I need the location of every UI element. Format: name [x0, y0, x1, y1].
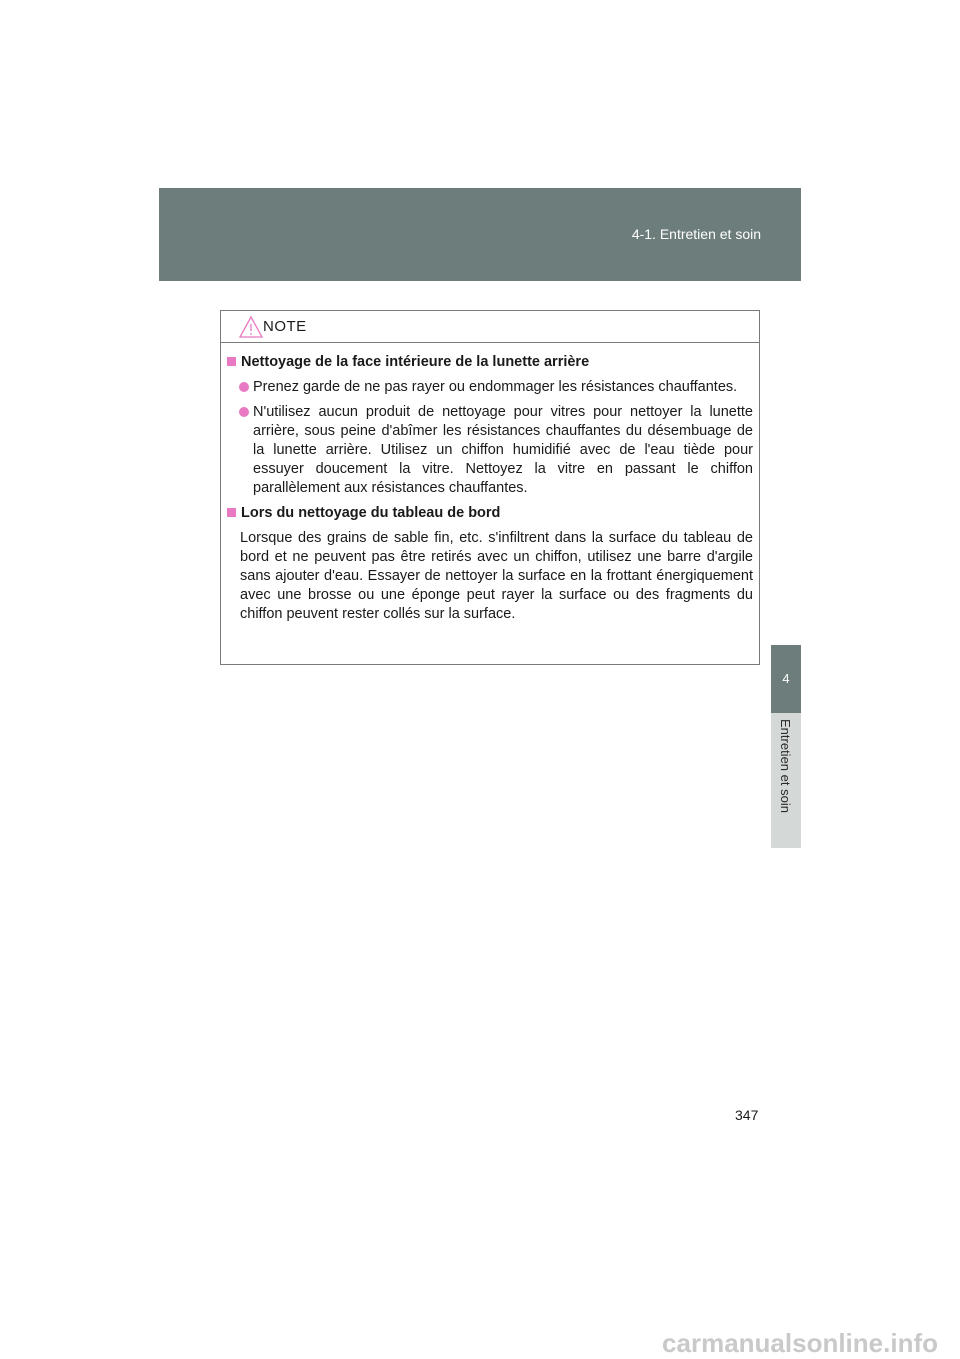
- watermark-text: carmanualsonline.info: [662, 1328, 938, 1358]
- list-item-text: N'utilisez aucun produit de nettoyage pour vitres pour nettoyer la lunette arrière, sous peine d'abîmer les résistances chauffantes du désembuage de la lunette arrière. Utilisez un chiffon humidifié avec de l'eau tiède pour essuyer doucement la vitre. Nettoyez la vitre en passant le chiffon parallèlement aux résistances chauffantes.: [253, 404, 753, 496]
- chapter-label: Entretien et soin: [778, 719, 793, 813]
- watermark-band: [0, 1326, 960, 1358]
- list-item-text: Prenez garde de ne pas rayer ou endommager les résistances chauffantes.: [253, 379, 738, 395]
- circle-bullet-icon: [239, 382, 249, 392]
- section-heading: [227, 353, 753, 372]
- section-heading: [227, 504, 753, 523]
- section-heading-text: Lors du nettoyage du tableau de bord: [241, 505, 501, 521]
- note-label: NOTE: [263, 318, 307, 335]
- circle-bullet-icon: [239, 407, 249, 417]
- note-header: [221, 311, 759, 343]
- chapter-label-tab: [771, 713, 801, 848]
- chapter-tab: [771, 645, 801, 713]
- note-body: [221, 343, 759, 624]
- list-item: [227, 403, 753, 498]
- list-item: [227, 378, 753, 397]
- section-title: 4-1. Entretien et soin: [631, 226, 761, 242]
- page-number: 347: [735, 1107, 759, 1123]
- square-bullet-icon: [227, 508, 236, 517]
- paragraph: Lorsque des grains de sable fin, etc. s'infiltrent dans la surface du tableau de bord et ne peuvent pas être retirés avec un chiffon, utilisez une barre d'argile sans ajouter d'eau. Essayer de nettoyer la surface en la frottant énergiquement avec une brosse ou une éponge peut rayer la surface ou des fragments du chiffon peuvent rester collés sur la surface.: [240, 530, 753, 622]
- note-box: [220, 310, 760, 665]
- header-band: [159, 188, 801, 281]
- square-bullet-icon: [227, 357, 236, 366]
- section-heading-text: Nettoyage de la face intérieure de la lunette arrière: [241, 354, 590, 370]
- chapter-number: 4: [782, 671, 790, 686]
